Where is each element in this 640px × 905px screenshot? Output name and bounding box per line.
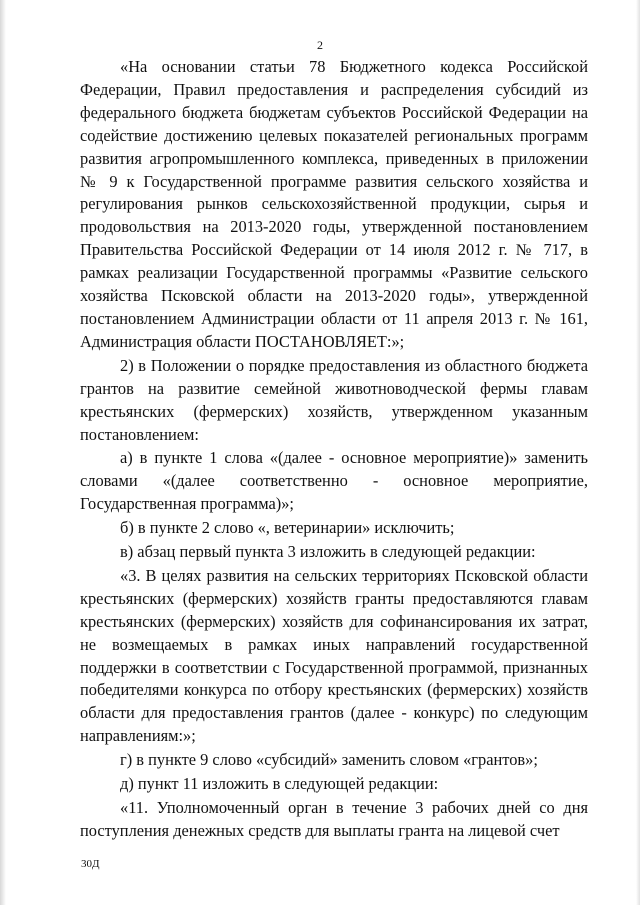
scan-edge-right — [636, 0, 640, 905]
paragraph-item-g: г) в пункте 9 слово «субсидий» заменить словом «грантов»; — [120, 750, 538, 770]
paragraph-item-a: а) в пункте 1 слова «(далее - основное мероприятие)» заменить словами «(далее соответственно - основное мероприятие, Государственная программа)»; — [80, 448, 588, 514]
paragraph-item-d: д) пункт 11 изложить в следующей редакции: — [120, 774, 439, 794]
paragraph-item-b: б) в пункте 2 слово «, ветеринарии» исключить; — [120, 518, 455, 538]
paragraph-preamble: «На основании статьи 78 Бюджетного кодекса Российской Федерации, Правил предоставления и распределения субсидий из федерального бюджета бюджетам субъектов Российской Федерации на содействие достижению целевых показателей региональных программ развития агропромышленного комплекса, приведенных в приложении № 9 к Государственной программе развития сельского хозяйства и регулирования рынков сельскохозяйственной продукции, сырья и продовольствия на 2013-2020 годы, утвержденной постановлением Правительства Российской Федерации от 14 июля 2012 г. № 717, в рамках реализации Государственной программы «Развитие сельского хозяйства Псковской области на 2013-2020 годы», утвержденной постановлением Администрации области от 11 апреля 2013 г. № 161, Администрация области ПОСТАНОВЛЯЕТ:»; — [80, 57, 588, 351]
footer-code: 30Д — [81, 858, 100, 870]
scan-edge-left — [0, 0, 6, 905]
paragraph-item-v: в) абзац первый пункта 3 изложить в следующей редакции: — [120, 542, 536, 562]
paragraph-clause-11: «11. Уполномоченный орган в течение 3 рабочих дней со дня поступления денежных средств для выплаты гранта на лицевой счет — [80, 798, 588, 840]
document-body — [80, 56, 588, 843]
paragraph-item-2: 2) в Положении о порядке предоставления из областного бюджета грантов на развитие семейной животноводческой фермы главам крестьянских (фермерских) хозяйств, утвержденном указанным постановлением: — [80, 355, 588, 444]
paragraph-clause-3: «3. В целях развития на сельских территориях Псковской области крестьянских (фермерских) хозяйств гранты предоставляются главам крестьянских (фермерских) хозяйств для софинансирования их затрат, не возмещаемых в рамках иных направлений государственной поддержки в соответствии с Государственной программой, признанных победителями конкурса по отбору крестьянских (фермерских) хозяйств области для предоставления грантов (далее - конкурс) по следующим направлениям:»; — [80, 565, 588, 746]
page-number: 2 — [317, 38, 323, 52]
